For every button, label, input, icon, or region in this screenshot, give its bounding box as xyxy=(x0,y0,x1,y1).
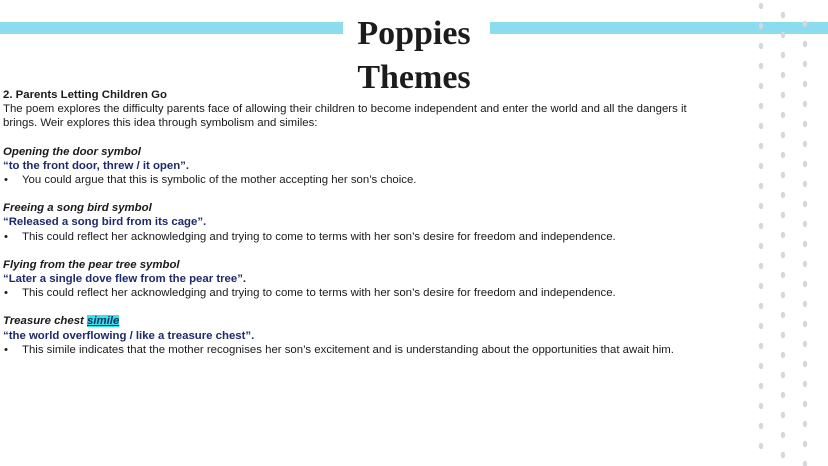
decorative-dot xyxy=(781,32,785,38)
bullet-glyph: • xyxy=(4,230,8,243)
decorative-dot xyxy=(759,23,763,29)
decorative-dot xyxy=(803,41,807,47)
decorative-dot xyxy=(759,303,763,309)
bullet-item xyxy=(3,173,703,187)
decorative-dot xyxy=(781,272,785,278)
decorative-dot xyxy=(759,143,763,149)
decorative-dot xyxy=(781,352,785,358)
decorative-dot xyxy=(781,232,785,238)
decorative-dot xyxy=(759,163,763,169)
decorative-dot xyxy=(803,261,807,267)
decorative-dot xyxy=(759,183,763,189)
section-quote: “Later a single dove flew from the pear tree”. xyxy=(3,273,247,286)
decorative-dot xyxy=(759,323,763,329)
section-song-bird xyxy=(3,201,703,244)
decorative-dot xyxy=(803,361,807,367)
section-title-text: Treasure chest xyxy=(3,315,88,328)
decorative-dot xyxy=(803,61,807,67)
decorative-dot xyxy=(759,383,763,389)
intro-paragraph: The poem explores the difficulty parents face of allowing their children to become independent and enter the world and all the dangers it brings. Weir explores this idea through symbolism and similes: xyxy=(3,103,687,130)
bullet-item xyxy=(3,230,703,244)
decorative-dot xyxy=(803,201,807,207)
decorative-dot xyxy=(759,223,763,229)
decorative-dot xyxy=(759,203,763,209)
decorative-dot xyxy=(781,392,785,398)
section-door xyxy=(3,145,703,188)
decorative-dot xyxy=(803,341,807,347)
header-bar-left xyxy=(0,22,343,34)
decorative-dot xyxy=(803,141,807,147)
decorative-dot xyxy=(803,81,807,87)
section-quote: “Released a song bird from its cage”. xyxy=(3,216,207,229)
decorative-dot xyxy=(759,103,763,109)
decorative-dot xyxy=(781,132,785,138)
decorative-dot xyxy=(803,381,807,387)
decorative-dot-pattern xyxy=(752,0,828,466)
decorative-dot xyxy=(803,161,807,167)
decorative-dot xyxy=(759,263,763,269)
decorative-dot xyxy=(759,283,763,289)
decorative-dot xyxy=(803,21,807,27)
section-quote: “the world overflowing / like a treasure chest”. xyxy=(3,329,255,342)
bullet-text: You could argue that this is symbolic of the mother accepting her son’s choice. xyxy=(22,174,417,187)
decorative-dot xyxy=(781,312,785,318)
decorative-dot xyxy=(781,12,785,18)
section-treasure-chest xyxy=(3,314,703,357)
decorative-dot xyxy=(781,452,785,458)
bullet-item xyxy=(3,286,703,300)
bullet-text: This could reflect her acknowledging and trying to come to terms with her son’s desire for freedom and independence. xyxy=(22,230,616,243)
highlighted-term: simile xyxy=(87,315,120,328)
bullet-glyph: • xyxy=(4,343,8,356)
decorative-dot xyxy=(781,432,785,438)
decorative-dot xyxy=(803,281,807,287)
section-title xyxy=(3,314,703,328)
decorative-dot xyxy=(781,52,785,58)
decorative-dot xyxy=(759,363,763,369)
decorative-dot xyxy=(781,112,785,118)
decorative-dot xyxy=(781,412,785,418)
slide-body xyxy=(3,88,703,357)
decorative-dot xyxy=(759,443,763,449)
decorative-dot xyxy=(781,152,785,158)
title-line-2: Themes xyxy=(357,59,471,96)
decorative-dot xyxy=(803,421,807,427)
section-title: Flying from the pear tree symbol xyxy=(3,258,180,271)
decorative-dot xyxy=(781,252,785,258)
decorative-dot xyxy=(803,301,807,307)
title-line-1: Poppies xyxy=(357,15,471,52)
decorative-dot xyxy=(803,101,807,107)
section-quote: “to the front door, threw / it open”. xyxy=(3,159,190,172)
decorative-dot xyxy=(781,372,785,378)
decorative-dot xyxy=(803,121,807,127)
decorative-dot xyxy=(759,403,763,409)
decorative-dot xyxy=(759,243,763,249)
decorative-dot xyxy=(759,43,763,49)
decorative-dot xyxy=(781,212,785,218)
decorative-dot xyxy=(803,441,807,447)
decorative-dot xyxy=(759,3,763,9)
section-title: Opening the door symbol xyxy=(3,145,141,158)
decorative-dot xyxy=(803,401,807,407)
decorative-dot xyxy=(759,423,763,429)
slide-title xyxy=(343,12,485,100)
bullet-item xyxy=(3,343,703,357)
decorative-dot xyxy=(781,72,785,78)
bullet-text: This simile indicates that the mother recognises her son’s excitement and is understanding about the opportunities that await him. xyxy=(22,343,674,356)
bullet-glyph: • xyxy=(4,174,8,187)
decorative-dot xyxy=(803,241,807,247)
decorative-dot xyxy=(759,63,763,69)
decorative-dot xyxy=(803,181,807,187)
bullet-text: This could reflect her acknowledging and trying to come to terms with her son’s desire for freedom and independence. xyxy=(22,287,616,300)
decorative-dot xyxy=(759,123,763,129)
decorative-dot xyxy=(803,221,807,227)
decorative-dot xyxy=(781,332,785,338)
decorative-dot xyxy=(803,321,807,327)
section-title: Freeing a song bird symbol xyxy=(3,202,152,215)
bullet-glyph: • xyxy=(4,287,8,300)
decorative-dot xyxy=(803,461,807,466)
section-pear-tree xyxy=(3,258,703,301)
section-heading: 2. Parents Letting Children Go xyxy=(3,89,167,101)
decorative-dot xyxy=(759,343,763,349)
decorative-dot xyxy=(781,92,785,98)
decorative-dot xyxy=(781,172,785,178)
decorative-dot xyxy=(759,83,763,89)
decorative-dot xyxy=(781,192,785,198)
decorative-dot xyxy=(781,292,785,298)
